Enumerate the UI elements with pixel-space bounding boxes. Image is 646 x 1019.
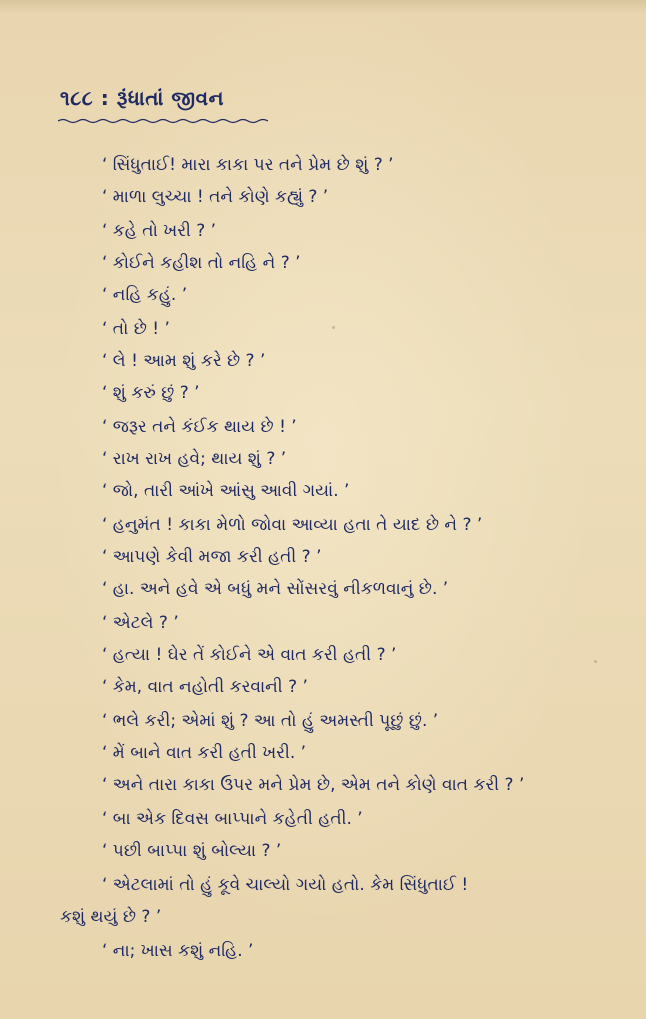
paper-speck bbox=[594, 660, 597, 663]
dialogue-line: ‘ એટલામાં તો હું કૂવે ચાલ્યો ગયો હતો. કેમ સિંધુતાઈ ! bbox=[102, 875, 469, 895]
dialogue-line: ‘ ના; ખાસ કશું નહિ. ’ bbox=[102, 941, 254, 961]
dialogue-line: ‘ જરૂર તને કંઈક થાય છે ! ’ bbox=[102, 417, 297, 437]
dialogue-line: ‘ હા. અને હવે એ બધું મને સોંસરવું નીકળવાનું છે. ’ bbox=[102, 579, 449, 599]
dialogue-line: ‘ તો છે ! ’ bbox=[102, 319, 170, 339]
dialogue-line: ‘ મેં બાને વાત કરી હતી ખરી. ’ bbox=[102, 743, 307, 763]
dialogue-line: ‘ નહિ કહું. ’ bbox=[102, 285, 188, 305]
dialogue-line: ‘ કોઈને કહીશ તો નહિ ને ? ’ bbox=[102, 253, 301, 273]
dialogue-line: ‘ લે ! આમ શું કરે છે ? ’ bbox=[102, 351, 266, 371]
dialogue-line: ‘ આપણે કેવી મજા કરી હતી ? ’ bbox=[102, 547, 322, 567]
dialogue-line: ‘ માળા લુચ્ચા ! તને કોણે કહ્યું ? ’ bbox=[102, 187, 329, 207]
dialogue-line: ‘ એટલે ? ’ bbox=[102, 613, 179, 633]
page-top-edge bbox=[0, 0, 646, 14]
dialogue-line: ‘ અને તારા કાકા ઉપર મને પ્રેમ છે, એમ તને કોણે વાત કરી ? ’ bbox=[102, 775, 525, 795]
dialogue-line: ‘ રાખ રાખ હવે; થાય શું ? ’ bbox=[102, 449, 287, 469]
dialogue-line: ‘ કહે તો ખરી ? ’ bbox=[102, 221, 217, 241]
dialogue-line: ‘ પછી બાપ્પા શું બોલ્યા ? ’ bbox=[102, 841, 282, 861]
dialogue-line: ‘ બા એક દિવસ બાપ્પાને કહેતી હતી. ’ bbox=[102, 809, 363, 829]
running-head: ૧૮૮ : રૂંધાતાં જીવન bbox=[60, 86, 224, 110]
dialogue-line: ‘ શું કરું છું ? ’ bbox=[102, 383, 200, 403]
paper-speck bbox=[332, 326, 335, 329]
dialogue-line: ‘ ભલે કરી; એમાં શું ? આ તો હું અમસ્તી પૂછું છું. ’ bbox=[102, 711, 439, 731]
dialogue-line: ‘ હનુમંત ! કાકા મેળો જોવા આવ્યા હતા તે યાદ છે ને ? ’ bbox=[102, 515, 483, 535]
dialogue-line-continuation: કશું થયું છે ? ’ bbox=[60, 907, 162, 927]
header-wavy-underline bbox=[58, 118, 268, 124]
dialogue-line: ‘ હત્યા ! ઘેર તેં કોઈને એ વાત કરી હતી ? ’ bbox=[102, 645, 397, 665]
dialogue-line: ‘ કેમ, વાત નહોતી કરવાની ? ’ bbox=[102, 677, 308, 697]
dialogue-line: ‘ જો, તારી આંખે આંસુ આવી ગયાં. ’ bbox=[102, 481, 350, 501]
dialogue-line: ‘ સિંધુતાઈ! મારા કાકા પર તને પ્રેમ છે શું ? ’ bbox=[102, 155, 394, 175]
